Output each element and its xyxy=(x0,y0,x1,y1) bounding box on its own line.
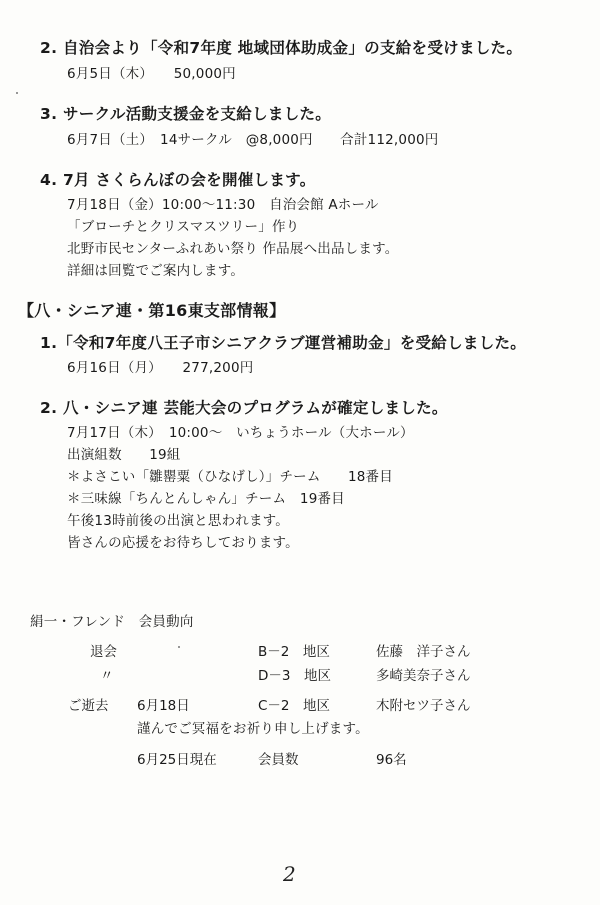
item-4-line-1: 7月18日（金）10:00～11:30 自治会館 Aホール xyxy=(67,197,379,213)
member-area: D－3 地区 xyxy=(258,668,331,684)
item-4-line-3: 北野市民センターふれあい祭り 作品展へ出品します。 xyxy=(67,241,399,257)
item-4-line-2: 「ブローチとクリスマスツリー」作り xyxy=(67,219,300,235)
scan-speck xyxy=(178,646,180,648)
member-name: 木附セツ子さん xyxy=(376,698,471,714)
item-2-detail: 6月5日（木） 50,000円 xyxy=(67,66,236,82)
item-2-title: 2. 自治会より「令和7年度 地域団体助成金」の支給を受けました。 xyxy=(40,39,523,57)
count-value: 96名 xyxy=(376,752,407,768)
item-3-title: 3. サークル活動支援金を支給しました。 xyxy=(40,105,332,123)
member-type: ご逝去 xyxy=(68,698,109,714)
condolence-text: 謹んでご冥福をお祈り申し上げます。 xyxy=(137,721,369,737)
item-4-title: 4. 7月 さくらんぼの会を開催します。 xyxy=(40,171,316,189)
scan-speck xyxy=(16,92,18,94)
member-area: C－2 地区 xyxy=(258,698,331,714)
count-date: 6月25日現在 xyxy=(137,752,217,768)
sec2-item-1-title: 1.「令和7年度八王子市シニアクラブ運営補助金」を受給しました。 xyxy=(40,334,527,352)
member-area: B－2 地区 xyxy=(258,644,330,660)
sec2-item-2-line-6: 皆さんの応援をお待ちしております。 xyxy=(67,535,299,551)
count-label: 会員数 xyxy=(258,752,299,768)
member-name: 多崎美奈子さん xyxy=(376,668,471,684)
member-name: 佐藤 洋子さん xyxy=(376,644,471,660)
sec2-item-2-line-4: ＊三味線「ちんとんしゃん」チーム 19番目 xyxy=(67,491,345,507)
section-heading: 【八・シニア連・第16東支部情報】 xyxy=(18,301,286,320)
item-3-detail: 6月7日（土） 14サークル @8,000円 合計112,000円 xyxy=(67,132,439,148)
sec2-item-2-line-3: ＊よさこい「雛罌粟（ひなげし）」チーム 18番目 xyxy=(67,469,393,485)
sec2-item-2-line-5: 午後13時前後の出演と思われます。 xyxy=(67,513,289,529)
page-number: 2 xyxy=(283,862,296,886)
sec2-item-2-line-1: 7月17日（木） 10:00～ いちょうホール（大ホール） xyxy=(67,425,414,441)
member-type: 〃 xyxy=(100,668,114,684)
member-date: 6月18日 xyxy=(137,698,190,714)
sec2-item-1-detail: 6月16日（月） 277,200円 xyxy=(67,360,254,376)
members-heading: 絹一・フレンド 会員動向 xyxy=(30,614,194,630)
sec2-item-2-title: 2. 八・シニア連 芸能大会のプログラムが確定しました。 xyxy=(40,399,448,417)
member-type: 退会 xyxy=(90,644,117,660)
item-4-line-4: 詳細は回覧でご案内します。 xyxy=(67,263,245,279)
sec2-item-2-line-2: 出演組数 19組 xyxy=(67,447,181,463)
